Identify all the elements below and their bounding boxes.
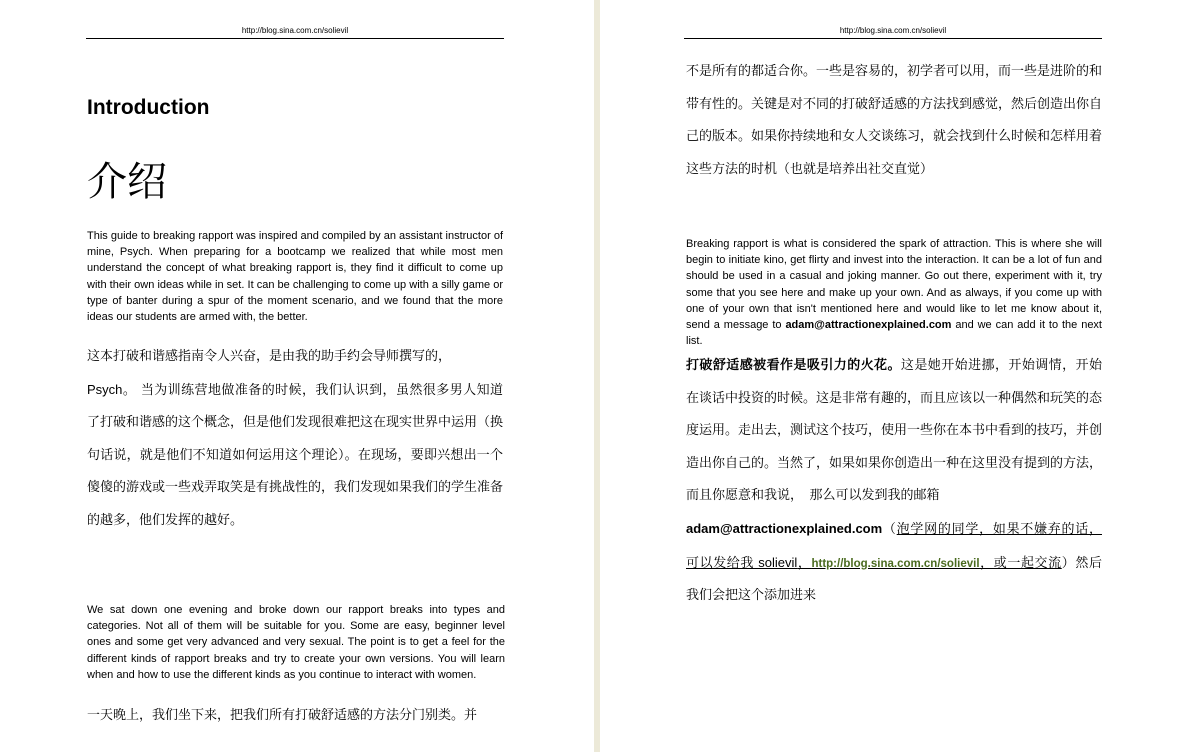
bold-lead-sentence: 打破舒适感被看作是吸引力的火花。: [686, 358, 901, 373]
second-paragraph-english: We sat down one evening and broke down our rapport breaks into types and categories. Not all of them will be suitable for you. Some are easy, beginner level ones and some get very advanced and very sexual. The point is to get a feel for the different kinds of rapport breaks and try to create your own versions. You will learn when and how to use the different kinds as you continue to interact with women.: [87, 604, 505, 681]
breaking-rapport-paragraph-english: Breaking rapport is what is considered the spark of attraction. This is where she will begin to initiate kino, get flirty and invest into the interaction. It can be a lot of fun and should be used in a casual and joking manner. Go out there, experiment with it, try some that you see here and make up your own. And as always, if you come up with one of your own that isn't mentioned here and would like to let me know about it, send a message to adam@attractionexplained.com and we can add it to the next list.: [686, 238, 1102, 348]
page-header-url: http://blog.sina.com.cn/solievil: [684, 26, 1102, 39]
second-paragraph-chinese: 一天晚上，我们坐下来，把我们所有打破舒适感的方法分门别类。并: [87, 708, 478, 723]
intro-paragraph-chinese: 这本打破和谐感指南令人兴奋，是由我的助手约会导师撰写的， Psych。 当为训练营地做准备的时候，我们认识到，虽然很多男人知道了打破和谐感的这个概念，但是他们发现很难把这在现实世界中运用（换句话说，就是他们不知道如何运用这个理论）。在现场，要即兴想出一个傻傻的游戏或一些戏弄取笑是有挑战性的，我们发现如果我们的学生准备的越多，他们发挥的越好。: [87, 349, 504, 528]
right-page: [600, 0, 1190, 752]
blog-link[interactable]: http://blog.sina.com.cn/solievil: [811, 557, 980, 570]
email-address-zh: adam@attractionexplained.com: [686, 520, 883, 536]
psych-name: Psych: [87, 381, 123, 397]
left-page: [0, 0, 594, 752]
intro-paragraph-english: This guide to breaking rapport was inspired and compiled by an assistant instructor of mine, Psych. When preparing for a bootcamp we realized that while most men understand the concept of what breaking rapport is, they find it difficult to come up with their own ideas while in set. It can be challenging to come up with a silly game or type of banter during a spur of the moment scenario, and we found that the more ideas our students are armed with, the better.: [87, 230, 503, 324]
email-address: adam@attractionexplained.com: [785, 319, 952, 332]
breaking-rapport-paragraph-chinese: 打破舒适感被看作是吸引力的火花。这是她开始进挪，开始调情，开始在谈话中投资的时候。这是非常有趣的，而且应该以一种偶然和玩笑的态度运用。走出去，测试这个技巧，使用一些你在本书中看到的技巧，并创造出你自己的。当然了，如果如果你创造出一种在这里没有提到的方法，而且你愿意和我说， 那么可以发到我的邮箱 adam@attractionexplained.com（泡学网的同学，如果不嫌弃的话，可以发给我 solievil，http://blog.sina.com.cn/solievil，或一起交流）然后我们会把这个添加进来: [686, 358, 1103, 604]
continued-paragraph-chinese: 不是所有的都适合你。一些是容易的，初学者可以用，而一些是进阶的和带有性的。关键是对不同的打破舒适感的方法找到感觉，然后创造出你自己的版本。如果你持续地和女人交谈练习，就会找到什么时候和怎样用着这些方法的时机（也就是培养出社交直觉）: [686, 64, 1103, 177]
title-chinese: 介绍: [87, 159, 167, 205]
page-header-url: http://blog.sina.com.cn/solievil: [86, 26, 504, 39]
title-english: Introduction: [87, 96, 210, 119]
translator-note: 泡学网的同学，如果不嫌弃的话，可以发给我 solievil，http://blog.sina.com.cn/solievil，或一起交流: [686, 521, 1102, 571]
